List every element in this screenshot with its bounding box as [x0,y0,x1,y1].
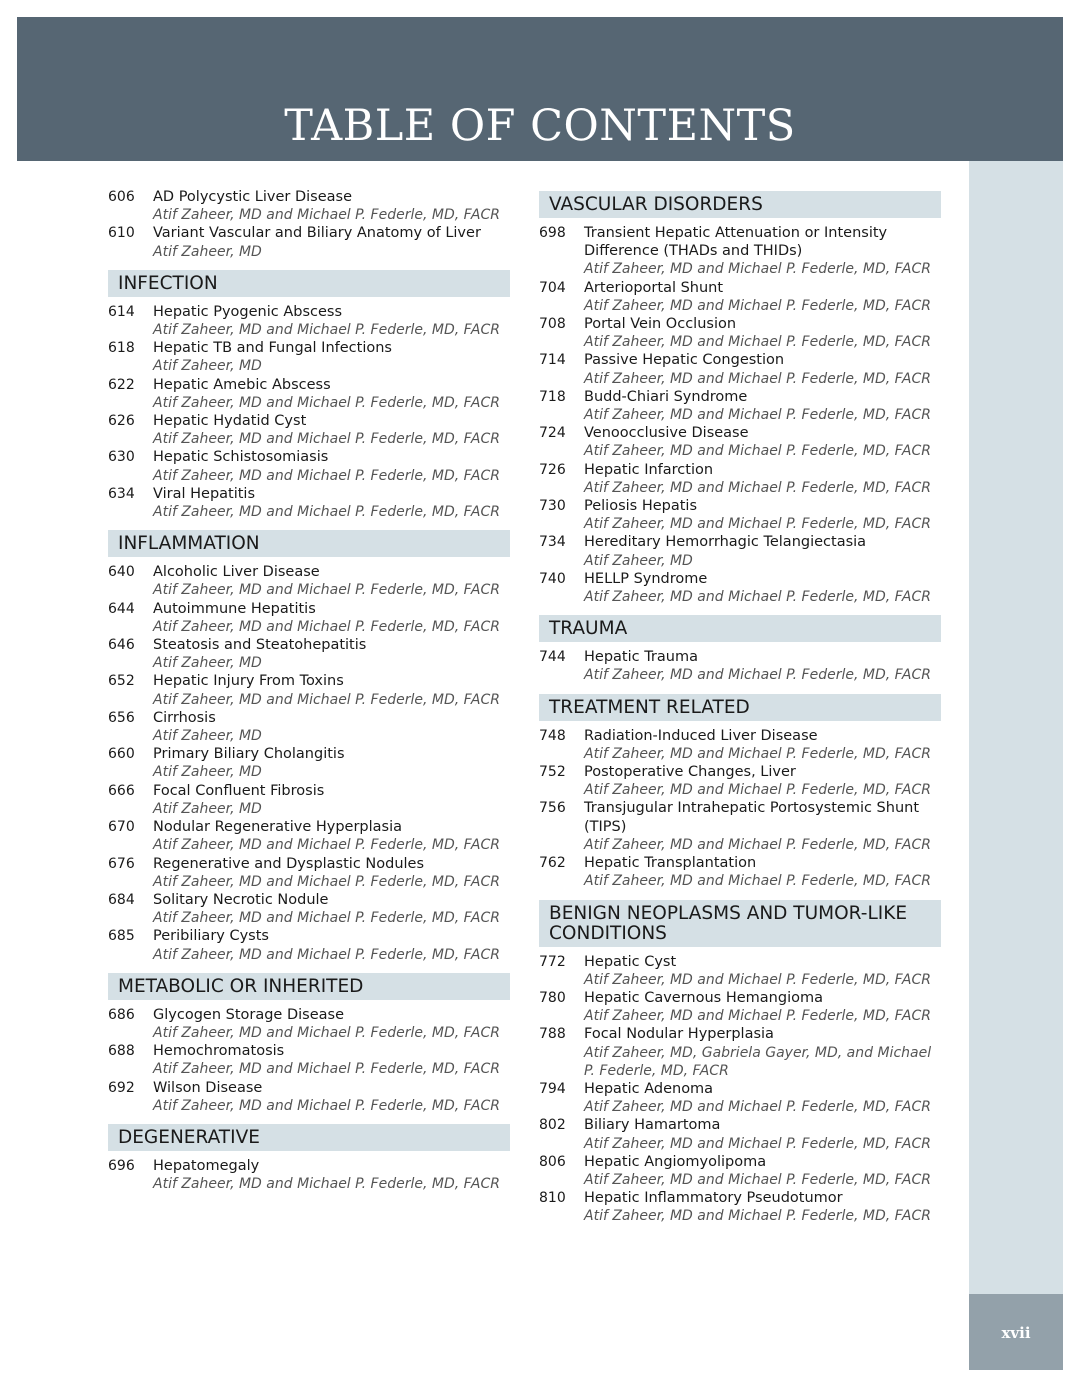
toc-entry[interactable] [539,224,941,279]
entry-page-number: 688 [108,1043,135,1060]
section-heading: TREATMENT RELATED [539,694,941,721]
entry-title: Alcoholic Liver Disease [153,564,320,581]
entry-body [153,927,510,963]
entry-body [584,989,941,1025]
entry-title: Venoocclusive Disease [584,425,749,442]
entry-title: Hepatic Angiomyolipoma [584,1153,767,1170]
entry-title: Regenerative and Dysplastic Nodules [153,855,425,872]
entry-page-number: 806 [539,1153,566,1170]
entry-body [584,854,941,890]
entry-authors: Atif Zaheer, MD [153,655,262,672]
entry-authors: Atif Zaheer, MD and Michael P. Federle, MD, FACR [153,322,500,339]
toc-entry[interactable] [539,497,941,533]
toc-entry[interactable] [108,563,510,599]
entry-body [153,600,510,636]
entry-body [153,709,510,745]
toc-entry[interactable] [108,782,510,818]
entry-title: Cirrhosis [153,709,216,726]
toc-entry[interactable] [539,388,941,424]
entry-title: Hepatic Cyst [584,953,677,970]
toc-section [539,694,941,891]
entry-body [153,448,510,484]
entry-body [584,1080,941,1116]
entry-page-number: 780 [539,989,566,1006]
entry-body [584,570,941,606]
entry-authors: Atif Zaheer, MD and Michael P. Federle, MD, FACR [584,261,931,278]
page-title: TABLE OF CONTENTS [284,101,796,151]
entry-title: Variant Vascular and Biliary Anatomy of Liver [153,225,481,242]
entry-title: Hemochromatosis [153,1043,285,1060]
entry-page-number: 698 [539,225,566,241]
entry-body [584,533,941,569]
entry-page-number: 762 [539,855,566,872]
entry-body [153,855,510,891]
toc-entry[interactable] [539,854,941,890]
toc-entry[interactable] [539,1153,941,1189]
entry-page-number: 788 [539,1026,566,1043]
entry-body [153,563,510,599]
toc-entry[interactable] [539,570,941,606]
toc-section [108,270,510,521]
page-number: xvii [1001,1324,1031,1342]
toc-entry[interactable] [108,709,510,745]
toc-section [108,973,510,1115]
entry-authors: Atif Zaheer, MD [584,552,693,569]
entry-authors: Atif Zaheer, MD and Michael P. Federle, MD, FACR [153,691,500,708]
entry-page-number: 752 [539,764,566,781]
toc-entry[interactable] [108,636,510,672]
toc-entry[interactable] [108,448,510,484]
entry-page-number: 666 [108,782,135,799]
entry-title: Wilson Disease [153,1079,263,1096]
side-strip [969,161,1063,1294]
section-heading: TRAUMA [539,615,941,642]
entry-title: Hepatic Injury From Toxins [153,673,344,690]
entry-body [584,953,941,989]
entry-page-number: 685 [108,928,135,945]
toc-section [108,1124,510,1193]
entry-authors: Atif Zaheer, MD and Michael P. Federle, MD, FACR [153,504,500,521]
toc-entry[interactable] [539,763,941,799]
entry-page-number: 634 [108,485,135,502]
entry-title: Hepatic Inflammatory Pseudotumor [584,1190,843,1207]
entry-authors: Atif Zaheer, MD and Michael P. Federle, MD, FACR [584,1099,931,1116]
entry-title: Focal Confluent Fibrosis [153,782,325,799]
entry-page-number: 684 [108,891,135,908]
entry-authors: Atif Zaheer, MD and Michael P. Federle, MD, FACR [153,1097,500,1114]
entry-body [153,818,510,854]
entry-authors: Atif Zaheer, MD [153,358,262,375]
entry-title: Hepatomegaly [153,1157,260,1174]
entry-authors: Atif Zaheer, MD and Michael P. Federle, MD, FACR [584,971,931,988]
entry-title: Peribiliary Cysts [153,928,269,945]
entry-title: Hepatic Cavernous Hemangioma [584,989,823,1006]
entry-body [584,1153,941,1189]
entry-authors: Atif Zaheer, MD, Gabriela Gayer, MD, and Michael P. Federle, MD, FACR [584,1044,932,1079]
entry-authors: Atif Zaheer, MD and Michael P. Federle, MD, FACR [153,1061,500,1078]
entry-authors: Atif Zaheer, MD and Michael P. Federle, MD, FACR [584,479,931,496]
entry-page-number: 630 [108,449,135,466]
toc-entry[interactable] [108,855,510,891]
entry-authors: Atif Zaheer, MD and Michael P. Federle, MD, FACR [584,370,931,387]
entry-title: Portal Vein Occlusion [584,316,737,333]
entry-page-number: 676 [108,855,135,872]
entry-title: Hepatic Amebic Abscess [153,376,331,393]
toc-entry[interactable] [539,1080,941,1116]
entry-title: Passive Hepatic Congestion [584,352,785,369]
entry-page-number: 656 [108,709,135,726]
entry-authors: Atif Zaheer, MD and Michael P. Federle, MD, FACR [153,467,500,484]
toc-section [108,530,510,963]
entry-body [153,1042,510,1078]
toc-entry[interactable] [108,376,510,412]
entry-authors: Atif Zaheer, MD and Michael P. Federle, MD, FACR [584,836,931,853]
entry-title: Hepatic TB and Fungal Infections [153,340,392,357]
toc-entry[interactable] [539,648,941,684]
entry-body [153,485,510,521]
entry-body [153,376,510,412]
entry-authors: Atif Zaheer, MD and Michael P. Federle, MD, FACR [584,443,931,460]
entry-authors: Atif Zaheer, MD and Michael P. Federle, MD, FACR [584,1135,931,1152]
entry-body [153,891,510,927]
entry-page-number: 652 [108,673,135,690]
entry-page-number: 740 [539,570,566,587]
entry-body [584,1189,941,1225]
entry-page-number: 756 [539,800,566,817]
toc-entry[interactable] [108,188,510,224]
entry-body [584,351,941,387]
toc-entry[interactable] [539,953,941,989]
entry-authors: Atif Zaheer, MD and Michael P. Federle, MD, FACR [153,618,500,635]
entry-title: Biliary Hamartoma [584,1117,721,1134]
entry-title: Steatosis and Steatohepatitis [153,637,367,654]
entry-body [153,339,510,375]
page-number-tab [969,1294,1063,1370]
entry-title: Radiation-Induced Liver Disease [584,727,818,744]
entry-body [584,424,941,460]
entry-title: Hepatic Trauma [584,649,698,666]
entry-title: Viral Hepatitis [153,485,256,502]
entry-page-number: 692 [108,1079,135,1096]
toc-entry[interactable] [108,224,510,260]
entry-authors: Atif Zaheer, MD and Michael P. Federle, MD, FACR [153,837,500,854]
entry-page-number: 714 [539,352,566,369]
entry-title: Budd-Chiari Syndrome [584,388,748,405]
entry-body [153,636,510,672]
entry-authors: Atif Zaheer, MD and Michael P. Federle, MD, FACR [584,297,931,314]
toc-entry[interactable] [539,989,941,1025]
entry-page-number: 614 [108,303,135,320]
entry-authors: Atif Zaheer, MD and Michael P. Federle, MD, FACR [584,334,931,351]
entry-title: Transient Hepatic Attenuation or Intensity Difference (THADs and THIDs) [584,225,888,260]
entry-body [584,727,941,763]
toc-entry[interactable] [108,303,510,339]
toc-entry[interactable] [539,461,941,497]
entry-page-number: 726 [539,461,566,478]
entry-body [153,782,510,818]
entry-body [584,1116,941,1152]
entry-page-number: 610 [108,225,135,242]
entry-authors: Atif Zaheer, MD [153,800,262,817]
entry-page-number: 810 [539,1190,566,1207]
entry-page-number: 802 [539,1117,566,1134]
entry-page-number: 718 [539,388,566,405]
entry-page-number: 704 [539,279,566,296]
entry-body [584,279,941,315]
toc-entry[interactable] [108,485,510,521]
entry-authors: Atif Zaheer, MD and Michael P. Federle, MD, FACR [584,407,931,424]
entry-page-number: 622 [108,376,135,393]
entry-page-number: 670 [108,819,135,836]
entry-authors: Atif Zaheer, MD and Michael P. Federle, MD, FACR [584,782,931,799]
toc-entry[interactable] [108,745,510,781]
entry-authors: Atif Zaheer, MD [153,764,262,781]
entry-title: Glycogen Storage Disease [153,1006,344,1023]
entry-page-number: 626 [108,413,135,430]
entry-body [584,799,941,854]
entry-page-number: 696 [108,1157,135,1174]
entry-body [584,224,941,279]
entry-authors: Atif Zaheer, MD and Michael P. Federle, MD, FACR [153,910,500,927]
entry-title: Solitary Necrotic Nodule [153,891,329,908]
entry-authors: Atif Zaheer, MD and Michael P. Federle, MD, FACR [584,745,931,762]
section-heading: INFECTION [108,270,510,297]
entry-title: Hepatic Infarction [584,461,714,478]
entry-title: Hepatic Pyogenic Abscess [153,303,343,320]
entry-body [153,303,510,339]
toc-left-column [108,188,510,1193]
entry-authors: Atif Zaheer, MD and Michael P. Federle, MD, FACR [584,873,931,890]
entry-authors: Atif Zaheer, MD and Michael P. Federle, MD, FACR [584,667,931,684]
toc-section [539,191,941,606]
entry-authors: Atif Zaheer, MD and Michael P. Federle, MD, FACR [153,1176,500,1193]
section-heading: VASCULAR DISORDERS [539,191,941,218]
toc-entry[interactable] [539,727,941,763]
entry-title: Arterioportal Shunt [584,279,724,296]
toc-entry[interactable] [108,891,510,927]
toc-entry[interactable] [539,533,941,569]
entry-authors: Atif Zaheer, MD and Michael P. Federle, MD, FACR [153,1024,500,1041]
entry-body [584,497,941,533]
entry-body [584,763,941,799]
toc-entry[interactable] [108,1157,510,1193]
entry-body [584,648,941,684]
entry-page-number: 618 [108,340,135,357]
entry-authors: Atif Zaheer, MD and Michael P. Federle, MD, FACR [584,516,931,533]
entry-authors: Atif Zaheer, MD [153,243,262,260]
entry-page-number: 640 [108,564,135,581]
entry-page-number: 748 [539,727,566,744]
toc-entry[interactable] [108,1042,510,1078]
entry-page-number: 660 [108,746,135,763]
toc-entry[interactable] [108,927,510,963]
toc-entry[interactable] [539,424,941,460]
entry-title: Primary Biliary Cholangitis [153,746,345,763]
entry-page-number: 646 [108,637,135,654]
toc-section [539,900,941,1226]
entry-authors: Atif Zaheer, MD and Michael P. Federle, MD, FACR [584,589,931,606]
entry-authors: Atif Zaheer, MD and Michael P. Federle, MD, FACR [153,207,500,224]
section-heading: DEGENERATIVE [108,1124,510,1151]
entry-page-number: 708 [539,316,566,333]
entry-title: Focal Nodular Hyperplasia [584,1026,774,1043]
toc-entry[interactable] [539,1189,941,1225]
entry-body [584,315,941,351]
entry-body [153,672,510,708]
entry-authors: Atif Zaheer, MD and Michael P. Federle, MD, FACR [153,431,500,448]
toc-entry[interactable] [108,672,510,708]
toc-entry[interactable] [108,818,510,854]
entry-title: AD Polycystic Liver Disease [153,189,353,205]
toc-entry[interactable] [108,1079,510,1115]
entry-page-number: 724 [539,425,566,442]
entry-page-number: 772 [539,953,566,970]
toc-entry[interactable] [539,351,941,387]
entry-page-number: 644 [108,600,135,617]
toc-section [539,615,941,684]
entry-body [153,188,510,224]
entry-title: Hepatic Transplantation [584,855,757,872]
entry-title: HELLP Syndrome [584,570,708,587]
toc-entry[interactable] [108,339,510,375]
section-heading: INFLAMMATION [108,530,510,557]
entry-page-number: 606 [108,189,135,205]
toc-entry[interactable] [108,600,510,636]
entry-authors: Atif Zaheer, MD and Michael P. Federle, MD, FACR [584,1208,931,1225]
entry-title: Postoperative Changes, Liver [584,764,796,781]
entry-title: Autoimmune Hepatitis [153,600,316,617]
entry-body [153,1079,510,1115]
entry-body [153,1006,510,1042]
toc-entry[interactable] [539,315,941,351]
entry-body [584,461,941,497]
toc-entry[interactable] [108,1006,510,1042]
header-band [17,17,1063,161]
entry-page-number: 794 [539,1080,566,1097]
entry-page-number: 686 [108,1006,135,1023]
entry-authors: Atif Zaheer, MD and Michael P. Federle, MD, FACR [153,582,500,599]
entry-page-number: 734 [539,534,566,551]
entry-title: Transjugular Intrahepatic Portosystemic Shunt (TIPS) [584,800,920,835]
entry-authors: Atif Zaheer, MD and Michael P. Federle, MD, FACR [584,1171,931,1188]
entry-body [153,412,510,448]
entry-body [584,1025,941,1080]
entry-page-number: 744 [539,649,566,666]
toc-entry[interactable] [539,1025,941,1080]
entry-authors: Atif Zaheer, MD and Michael P. Federle, MD, FACR [584,1008,931,1025]
entry-title: Peliosis Hepatis [584,498,698,515]
entry-authors: Atif Zaheer, MD and Michael P. Federle, MD, FACR [153,873,500,890]
toc-entry[interactable] [108,412,510,448]
entry-authors: Atif Zaheer, MD and Michael P. Federle, MD, FACR [153,946,500,963]
entry-title: Hepatic Schistosomiasis [153,449,329,466]
section-heading: BENIGN NEOPLASMS AND TUMOR-LIKE CONDITIONS [539,900,941,947]
toc-right-column [539,191,941,1226]
entry-body [153,224,510,260]
entry-title: Hepatic Hydatid Cyst [153,413,307,430]
toc-entry[interactable] [539,279,941,315]
entry-title: Hepatic Adenoma [584,1080,714,1097]
entry-page-number: 730 [539,498,566,515]
toc-entry[interactable] [539,1116,941,1152]
entry-body [153,1157,510,1193]
section-heading: METABOLIC OR INHERITED [108,973,510,1000]
entry-authors: Atif Zaheer, MD and Michael P. Federle, MD, FACR [153,394,500,411]
entry-body [153,745,510,781]
entry-title: Nodular Regenerative Hyperplasia [153,819,403,836]
toc-entry[interactable] [539,799,941,854]
entry-authors: Atif Zaheer, MD [153,728,262,745]
entry-body [584,388,941,424]
entry-title: Hereditary Hemorrhagic Telangiectasia [584,534,867,551]
